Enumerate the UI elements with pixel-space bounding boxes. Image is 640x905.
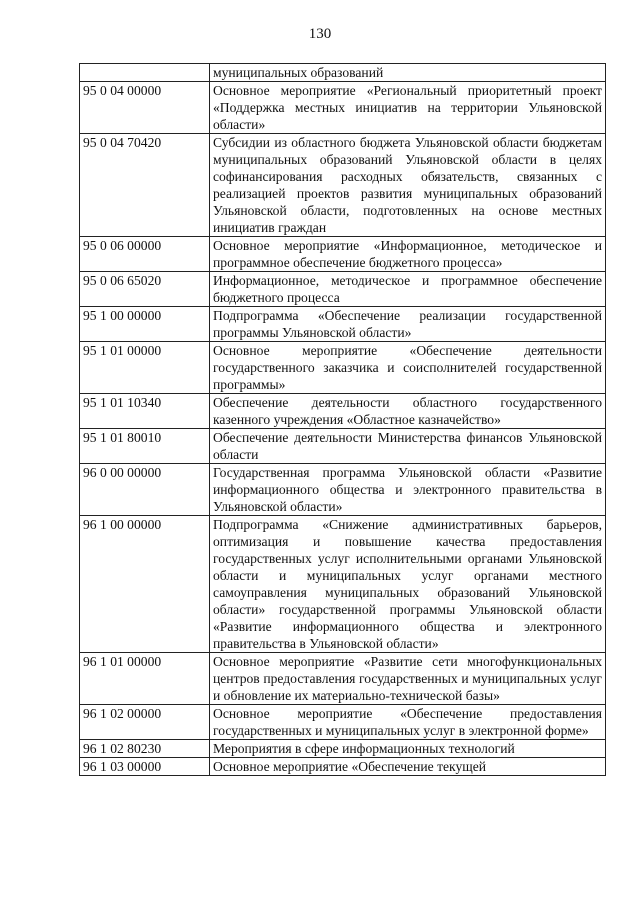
row-description: муниципальных образований [210, 64, 606, 82]
table-row [80, 237, 606, 272]
row-description: Мероприятия в сфере информационных технологий [210, 740, 606, 758]
row-code: 96 1 02 80230 [80, 740, 210, 758]
table-row [80, 342, 606, 394]
table-row [80, 134, 606, 237]
row-code: 95 1 00 00000 [80, 307, 210, 342]
table-row [80, 653, 606, 705]
row-description: Основное мероприятие «Обеспечение предоставления государственных и муниципальных услуг в электронной форме» [210, 705, 606, 740]
table-row [80, 429, 606, 464]
table-row [80, 464, 606, 516]
row-description: Основное мероприятие «Обеспечение текущей [210, 758, 606, 776]
table-row [80, 82, 606, 134]
table-row [80, 705, 606, 740]
row-code: 95 1 01 80010 [80, 429, 210, 464]
table-row [80, 740, 606, 758]
budget-codes-table [79, 63, 606, 776]
row-description: Основное мероприятие «Региональный приоритетный проект «Поддержка местных инициатив на территории Ульяновской области» [210, 82, 606, 134]
table-row [80, 272, 606, 307]
row-code: 95 1 01 00000 [80, 342, 210, 394]
row-code: 95 0 04 00000 [80, 82, 210, 134]
page-number: 130 [308, 26, 332, 42]
row-description: Информационное, методическое и программное обеспечение бюджетного процесса [210, 272, 606, 307]
row-code: 96 1 02 00000 [80, 705, 210, 740]
row-description: Субсидии из областного бюджета Ульяновской области бюджетам муниципальных образований Ульяновской области в целях софинансирования расходных обязательств, связанных с реализацией проектов развития муниципальных образований Ульяновской области, подготовленных на основе местных инициатив граждан [210, 134, 606, 237]
row-code: 96 1 03 00000 [80, 758, 210, 776]
row-code: 96 0 00 00000 [80, 464, 210, 516]
table-row [80, 64, 606, 82]
row-description: Подпрограмма «Снижение административных барьеров, оптимизация и повышение качества предоставления государственных услуг исполнительными органами Ульяновской области и муниципальных услуг органами местного самоуправления муниципальных образований Ульяновской области» государственной программы Ульяновской области «Развитие информационного общества и электронного правительства в Ульяновской области» [210, 516, 606, 653]
row-description: Подпрограмма «Обеспечение реализации государственной программы Ульяновской области» [210, 307, 606, 342]
row-description: Основное мероприятие «Обеспечение деятельности государственного заказчика и соисполнителей государственной программы» [210, 342, 606, 394]
row-description: Государственная программа Ульяновской области «Развитие информационного общества и электронного правительства в Ульяновской области» [210, 464, 606, 516]
row-description: Обеспечение деятельности Министерства финансов Ульяновской области [210, 429, 606, 464]
row-code: 95 0 06 00000 [80, 237, 210, 272]
row-code [80, 64, 210, 82]
row-description: Основное мероприятие «Информационное, методическое и программное обеспечение бюджетного процесса» [210, 237, 606, 272]
row-description: Обеспечение деятельности областного государственного казенного учреждения «Областное казначейство» [210, 394, 606, 429]
row-description: Основное мероприятие «Развитие сети многофункциональных центров предоставления государственных и муниципальных услуг и обновление их материально-технической базы» [210, 653, 606, 705]
row-code: 95 1 01 10340 [80, 394, 210, 429]
row-code: 95 0 04 70420 [80, 134, 210, 237]
table-row [80, 758, 606, 776]
table-row [80, 394, 606, 429]
row-code: 96 1 01 00000 [80, 653, 210, 705]
table-row [80, 307, 606, 342]
row-code: 95 0 06 65020 [80, 272, 210, 307]
row-code: 96 1 00 00000 [80, 516, 210, 653]
table-row [80, 516, 606, 653]
